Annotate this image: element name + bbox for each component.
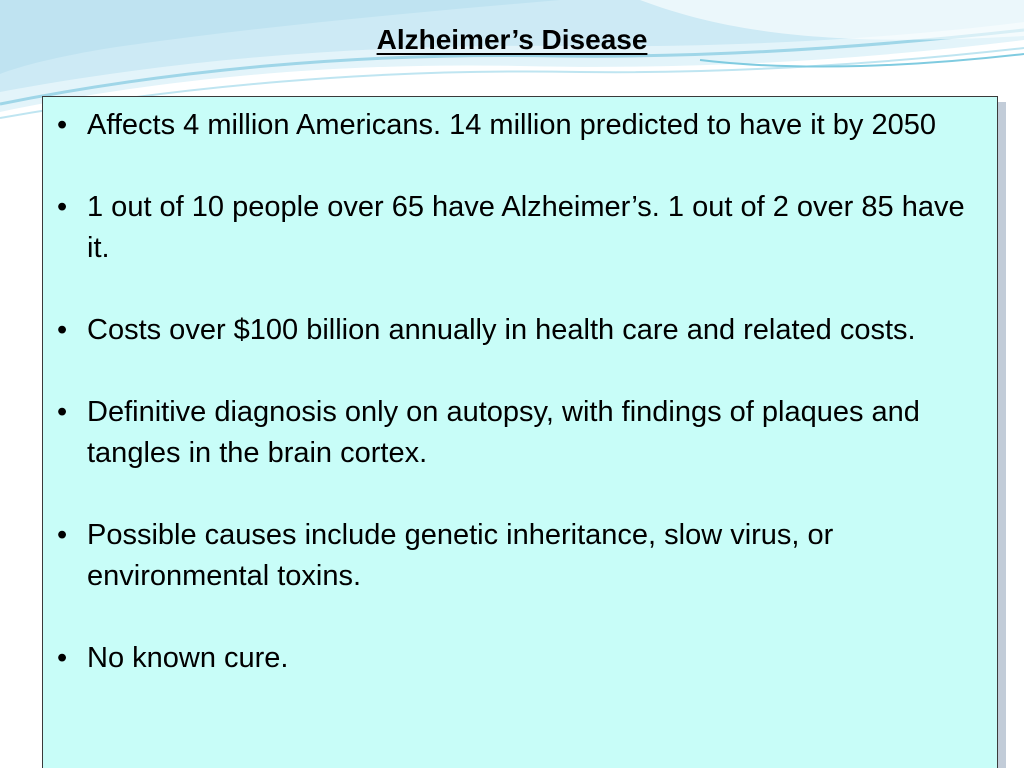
bullet-text: 1 out of 10 people over 65 have Alzheimer’s. 1 out of 2 over 85 have it. [87, 191, 965, 264]
bullet-item [57, 515, 977, 597]
bullet-marker: • [57, 396, 68, 428]
bullet-text: Affects 4 million Americans. 14 million predicted to have it by 2050 [87, 109, 936, 141]
bullet-marker: • [57, 191, 68, 223]
bullet-item [57, 392, 977, 474]
bullet-marker: • [57, 314, 68, 346]
bullet-marker: • [57, 109, 68, 141]
content-box [42, 96, 998, 768]
bullet-text: Definitive diagnosis only on autopsy, with findings of plaques and tangles in the brain cortex. [87, 396, 920, 469]
bullet-marker: • [57, 642, 68, 674]
bullet-list [43, 97, 997, 679]
bullet-text: Costs over $100 billion annually in health care and related costs. [87, 314, 916, 346]
bullet-text: No known cure. [87, 642, 289, 674]
bullet-text: Possible causes include genetic inheritance, slow virus, or environmental toxins. [87, 519, 834, 592]
slide-title: Alzheimer’s Disease [376, 24, 648, 55]
bullet-item [57, 187, 977, 269]
bullet-item [57, 105, 977, 146]
bullet-item [57, 638, 977, 679]
bullet-item [57, 310, 977, 351]
bullet-marker: • [57, 519, 68, 551]
